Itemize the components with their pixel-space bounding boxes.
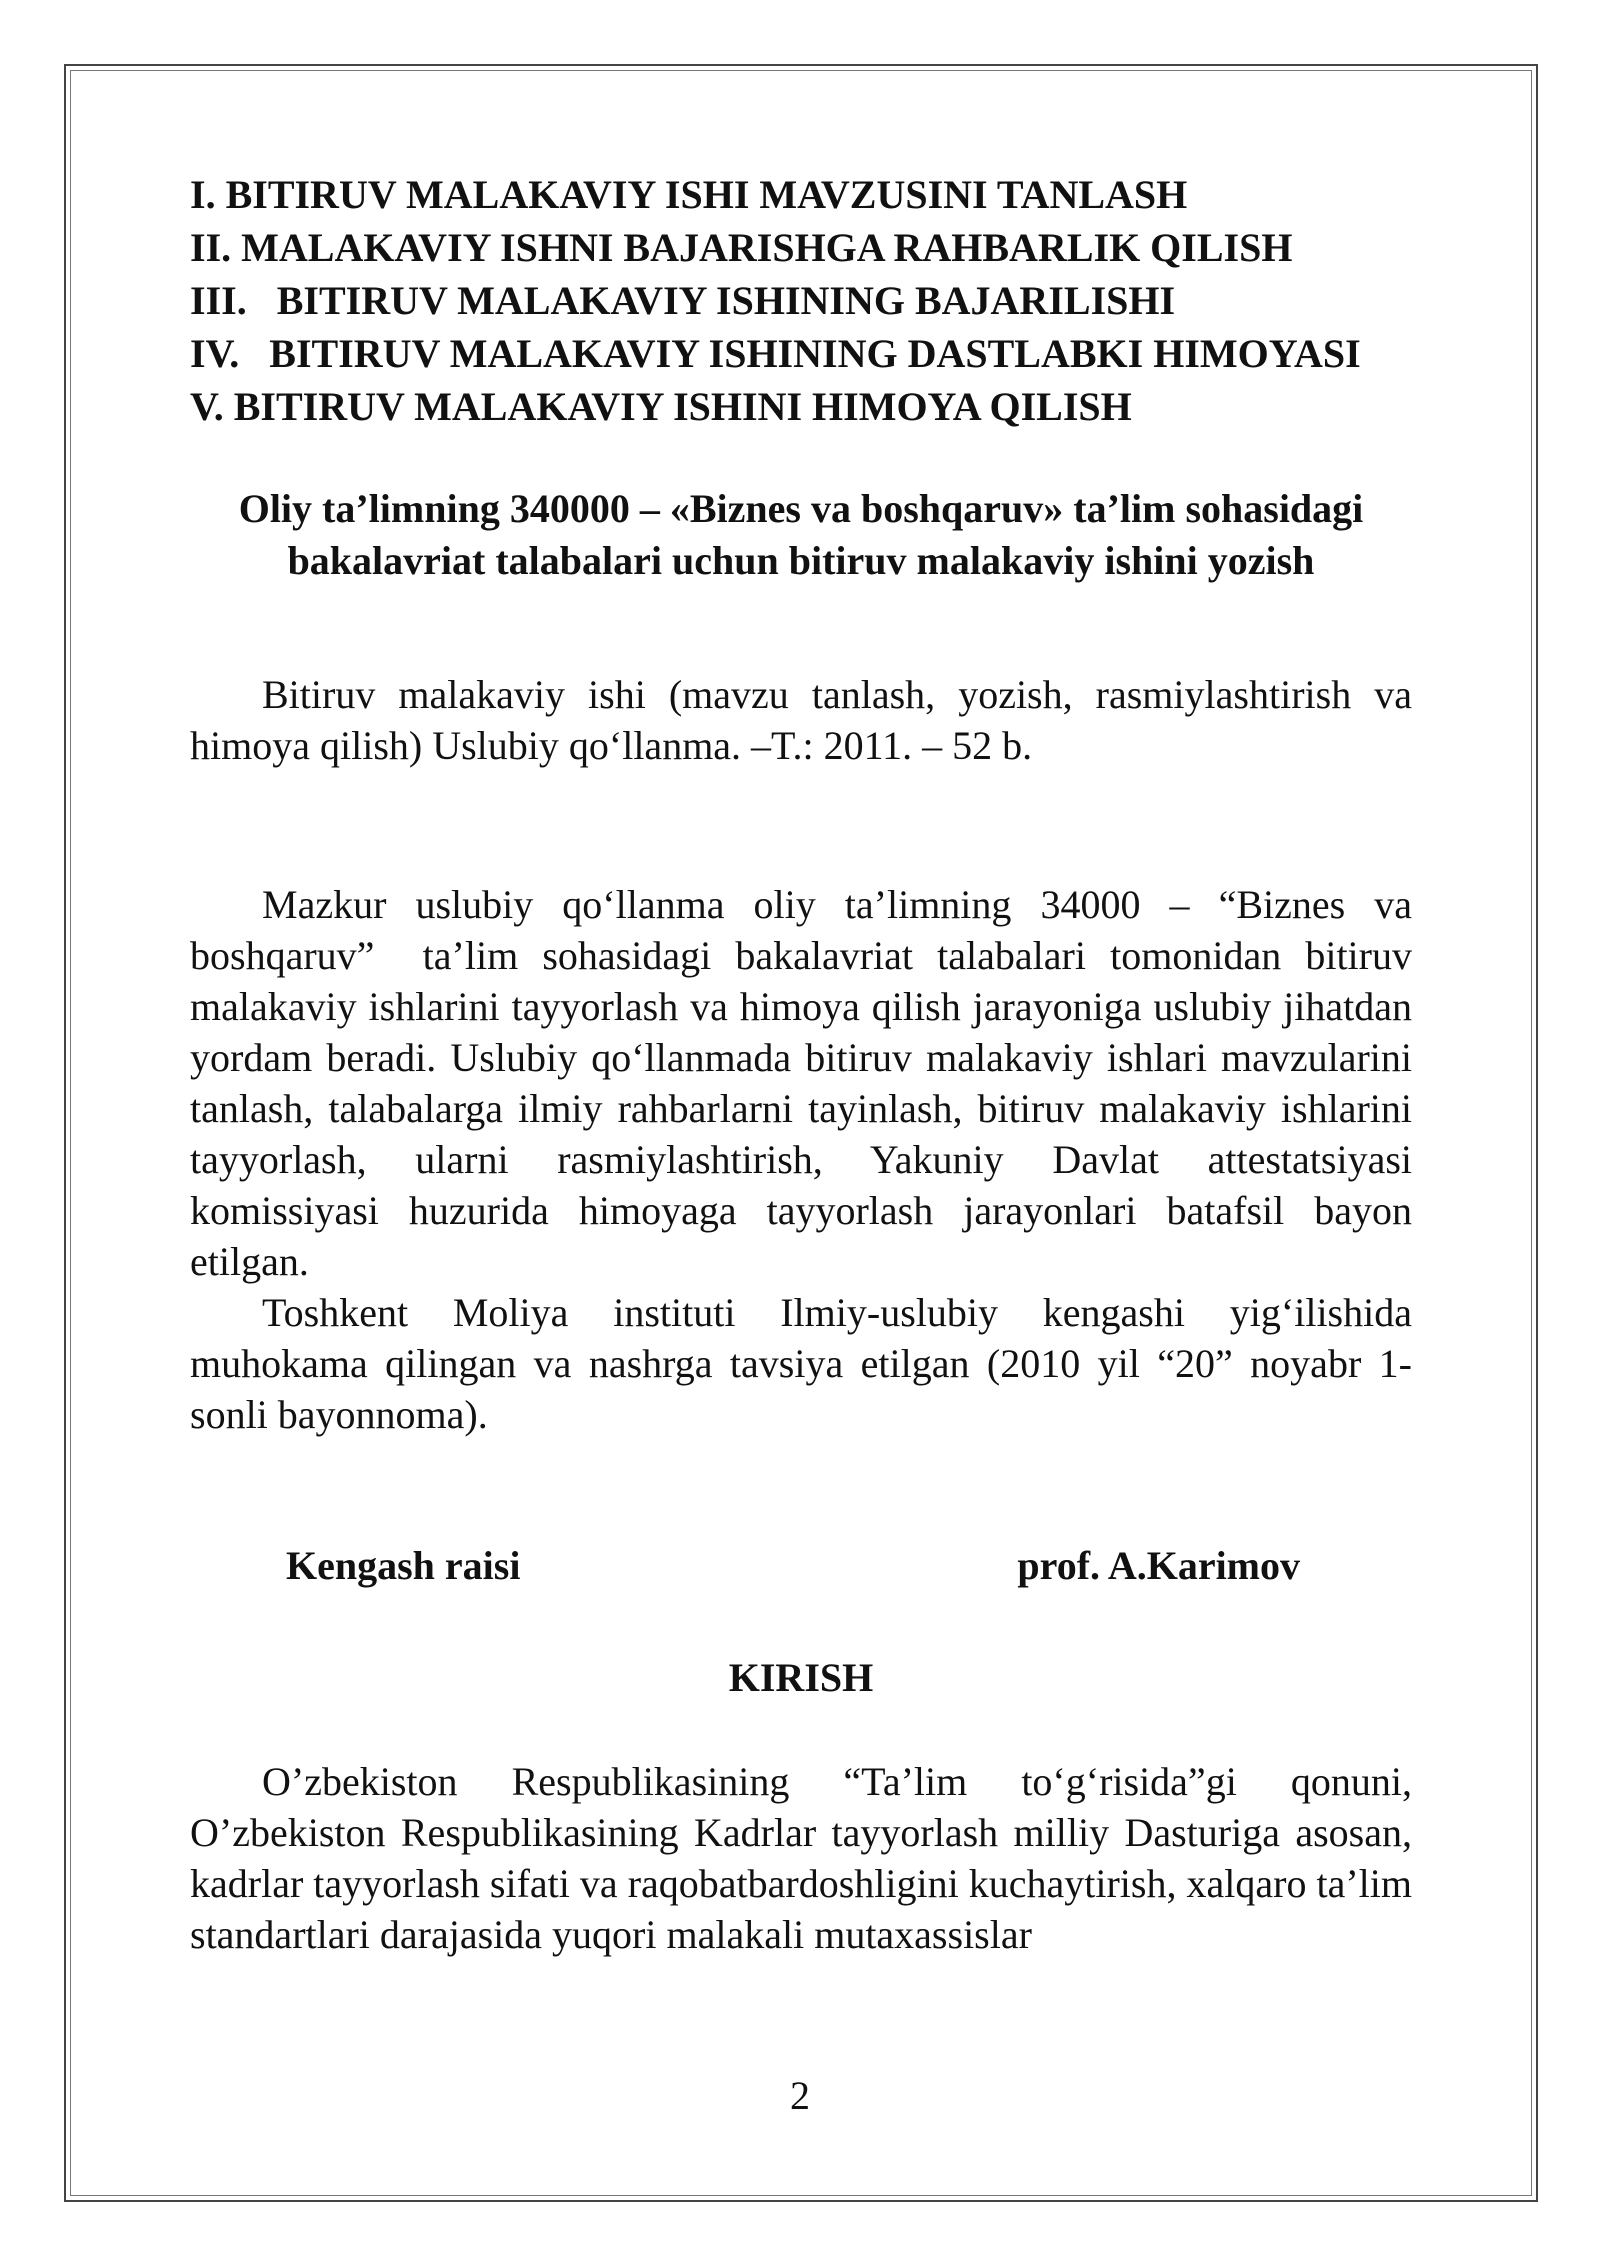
page-content <box>190 168 1422 1960</box>
toc-item-3: III. BITIRUV MALAKAVIY ISHINING BAJARILISHI <box>190 278 1176 323</box>
intro-paragraph: O’zbekiston Respublikasining “Ta’lim to‘g‘risida”gi qonuni, O’zbekiston Respublikasining Kadrlar tayyorlash milliy Dasturiga asosan, kadrlar tayyorlash sifati va raqobatbardoshligini kuchaytirish, xalqaro ta’lim standartlari darajasida yuqori malakali mutaxassislar <box>190 1759 1412 1957</box>
table-of-contents <box>190 168 1412 433</box>
toc-item-2: II. MALAKAVIY ISHNI BAJARISHGA RAHBARLIK QILISH <box>190 225 1293 270</box>
description-paragraph: Mazkur uslubiy qo‘llanma oliy ta’limning 34000 – “Biznes va boshqaruv” ta’lim sohasidagi bakalavriat talabalari tomonidan bitiruv malakaviy ishlarini tayyorlash va himoya qilish jarayoniga uslubiy jihatdan yordam beradi. Uslubiy qo‘llanmada bitiruv malakaviy ishlari mavzularini tanlash, talabalarga ilmiy rahbarlarni tayinlash, bitiruv malakaviy ishlarini tayyorlash, ularni rasmiylashtirish, Yakuniy Davlat attestatsiyasi komissiyasi huzurida himoyaga tayyorlash jarayonlari batafsil bayon etilgan. <box>190 882 1422 1284</box>
signature-role: Kengash raisi <box>286 1543 521 1588</box>
toc-item-5: V. BITIRUV MALAKAVIY ISHINI HIMOYA QILISH <box>190 384 1132 429</box>
document-subtitle: Oliy ta’limning 340000 – «Biznes va boshqaruv» ta’lim sohasidagi bakalavriat talabalari uchun bitiruv malakaviy ishini yozish <box>238 486 1364 583</box>
section-heading: KIRISH <box>728 1655 874 1700</box>
toc-item-1: I. BITIRUV MALAKAVIY ISHI MAVZUSINI TANLASH <box>190 172 1188 217</box>
toc-item-4: IV. BITIRUV MALAKAVIY ISHINING DASTLABKI HIMOYASI <box>190 331 1361 376</box>
approval-paragraph: Toshkent Moliya instituti Ilmiy-uslubiy kengashi yig‘ilishida muhokama qilingan va nashrga tavsiya etilgan (2010 yil “20” noyabr 1-sonli bayonnoma). <box>190 1290 1412 1437</box>
signature-block <box>190 1540 1412 1592</box>
signature-name: prof. A.Karimov <box>1017 1543 1300 1588</box>
page-number: 2 <box>790 2073 810 2118</box>
bibliographic-reference: Bitiruv malakaviy ishi (mavzu tanlash, yozish, rasmiylashtirish va himoya qilish) Uslubiy qo‘llanma. –T.: 2011. – 52 b. <box>190 672 1412 768</box>
